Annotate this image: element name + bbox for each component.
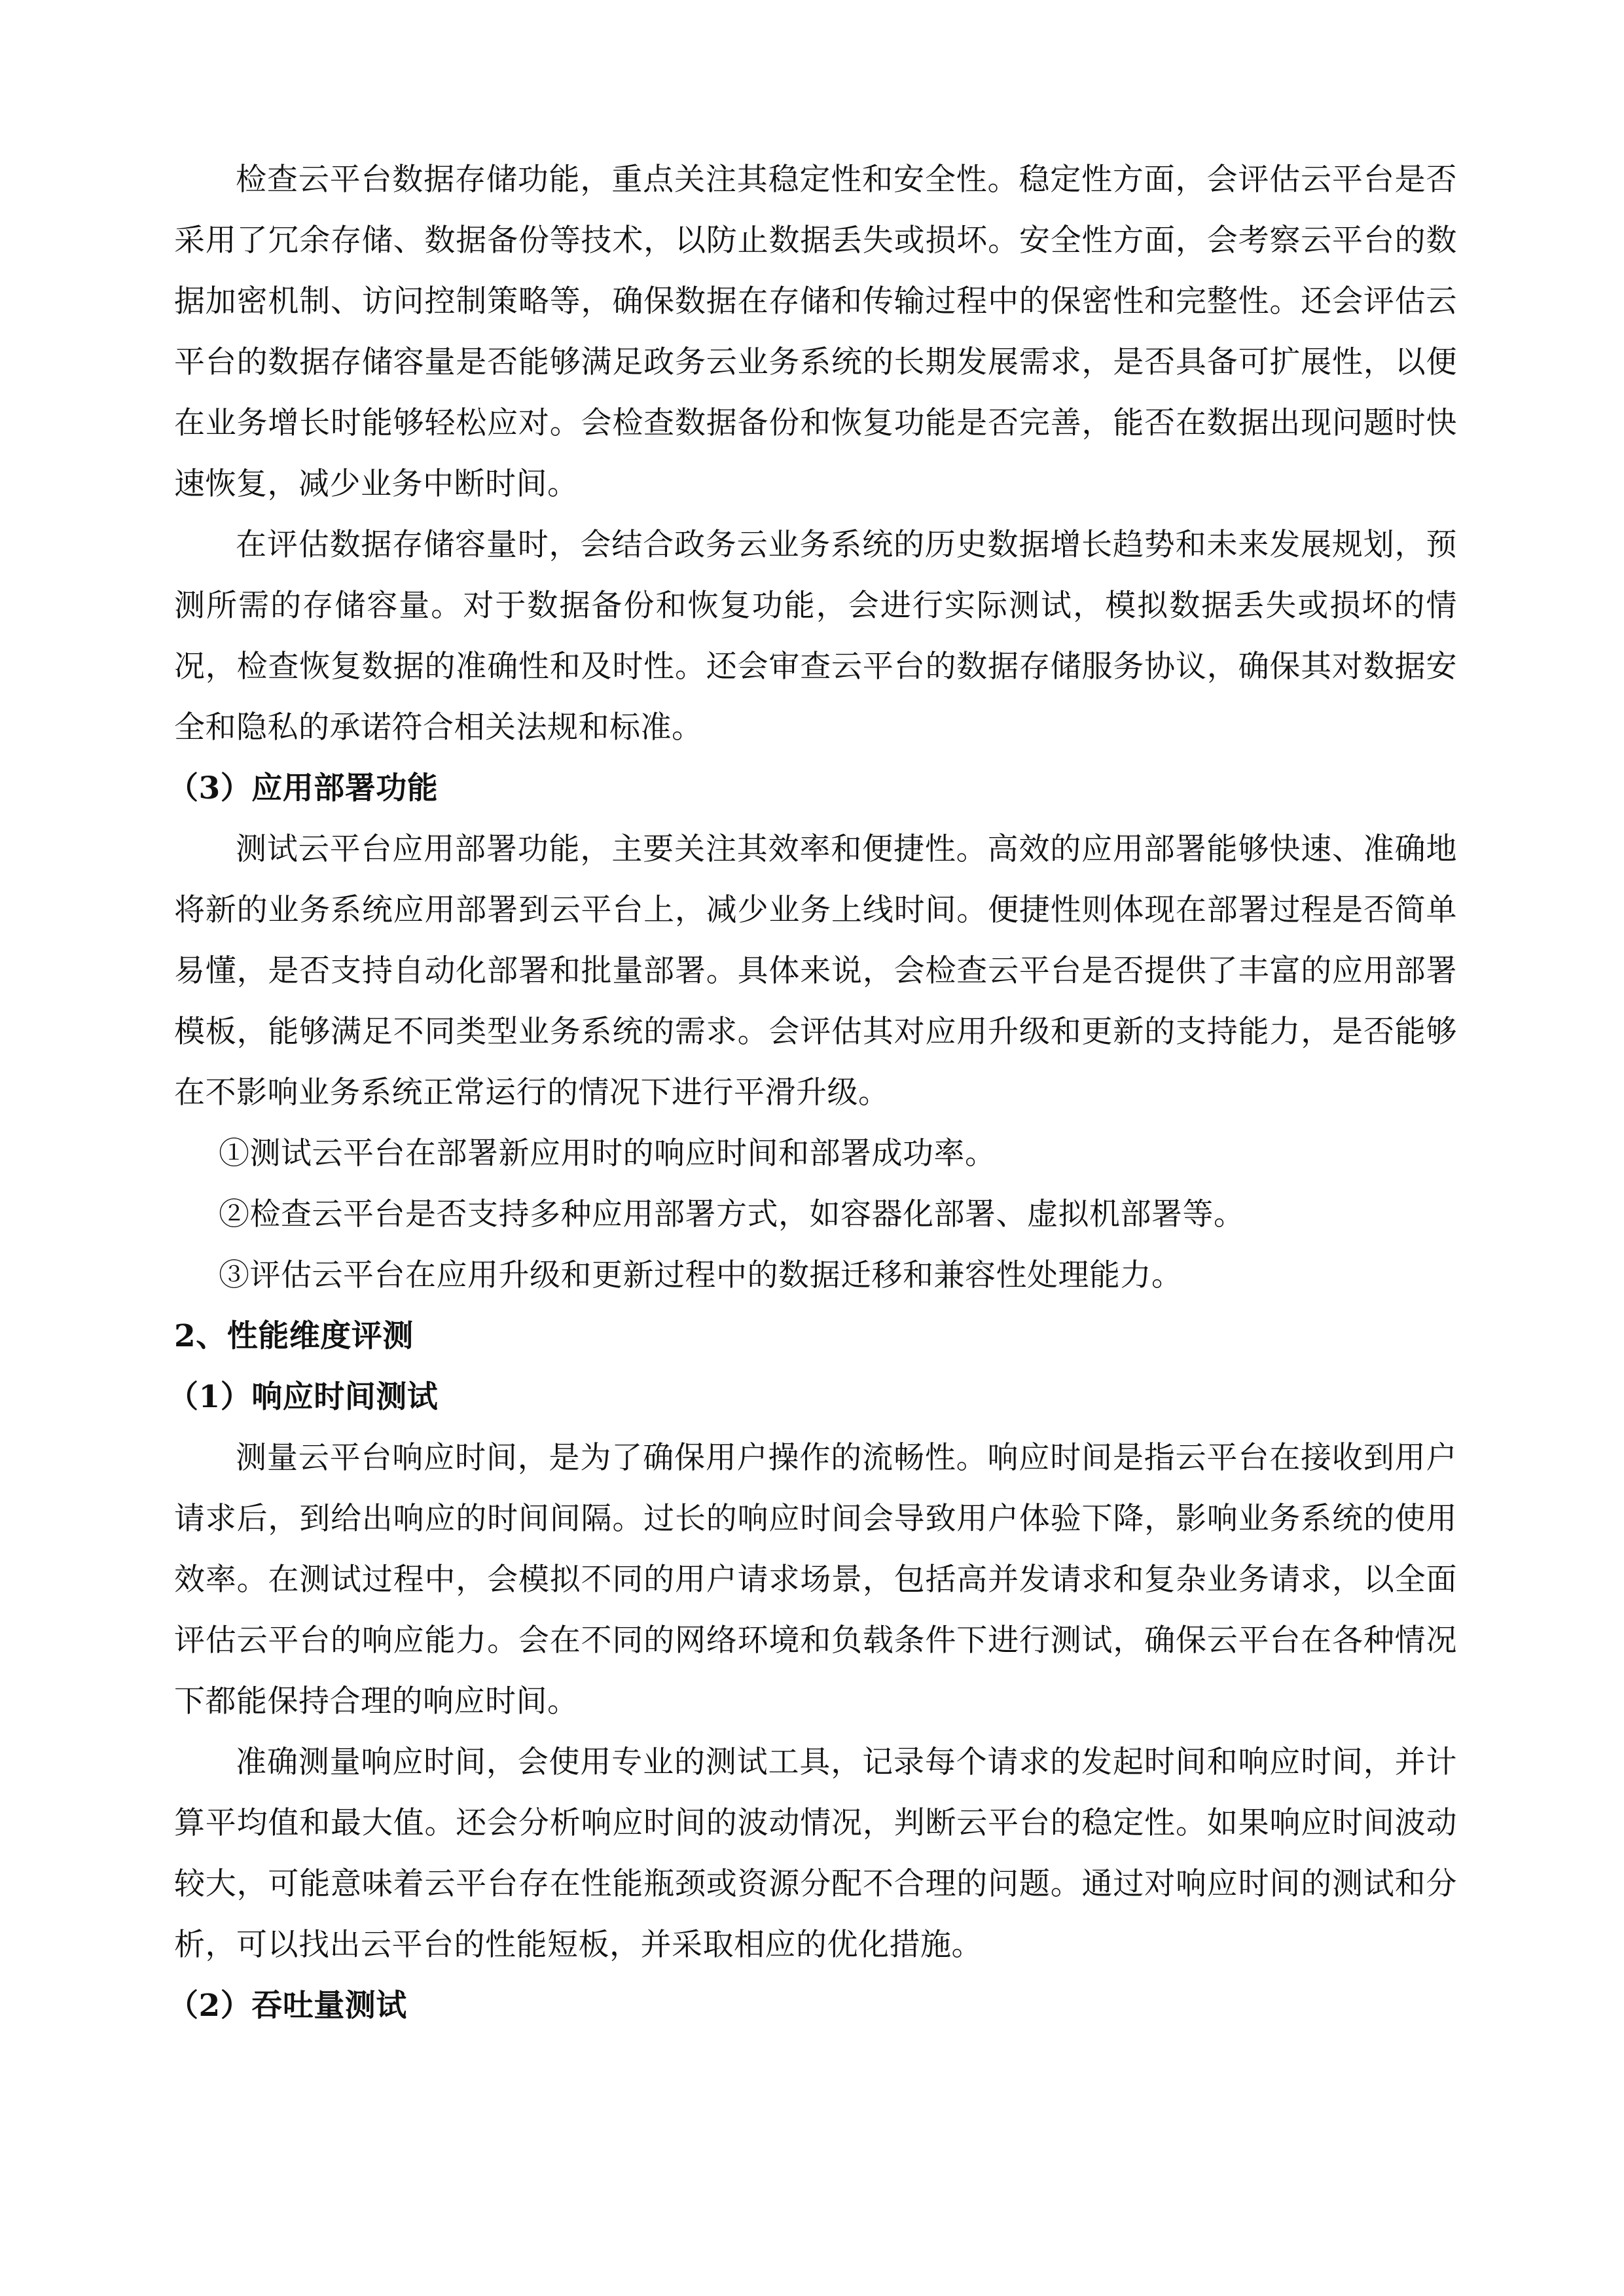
paragraph-storage-overview: 检查云平台数据存储功能，重点关注其稳定性和安全性。稳定性方面，会评估云平台是否采用了冗余存储、数据备份等技术，以防止数据丢失或损坏。安全性方面，会考察云平台的数据加密机制、访问控制策略等，确保数据在存储和传输过程中的保密性和完整性。还会评估云平台的数据存储容量是否能够满足政务云业务系统的长期发展需求，是否具备可扩展性，以便在业务增长时能够轻松应对。会检查数据备份和恢复功能是否完善，能否在数据出现问题时快速恢复，减少业务中断时间。 <box>174 162 1457 502</box>
paragraph-storage-capacity: 在评估数据存储容量时，会结合政务云业务系统的历史数据增长趋势和未来发展规划，预测所需的存储容量。对于数据备份和恢复功能，会进行实际测试，模拟数据丢失或损坏的情况，检查恢复数据的准确性和及时性。还会审查云平台的数据存储服务协议，确保其对数据安全和隐私的承诺符合相关法规和标准。 <box>174 527 1457 745</box>
list-item: ②检查云平台是否支持多种应用部署方式，如容器化部署、虚拟机部署等。 <box>219 1196 1245 1232</box>
heading-performance-evaluation: 2、性能维度评测 <box>174 1318 414 1354</box>
heading-throughput-test: （2）吞吐量测试 <box>168 1988 407 2024</box>
list-item: ①测试云平台在部署新应用时的响应时间和部署成功率。 <box>219 1136 996 1172</box>
list-item: ③评估云平台在应用升级和更新过程中的数据迁移和兼容性处理能力。 <box>219 1257 1183 1293</box>
paragraph-response-time-method: 准确测量响应时间，会使用专业的测试工具，记录每个请求的发起时间和响应时间，并计算平均值和最大值。还会分析响应时间的波动情况，判断云平台的稳定性。如果响应时间波动较大，可能意味着云平台存在性能瓶颈或资源分配不合理的问题。通过对响应时间的测试和分析，可以找出云平台的性能短板，并采取相应的优化措施。 <box>174 1744 1457 1963</box>
document-body <box>168 149 1457 2036</box>
heading-response-time-test: （1）响应时间测试 <box>168 1379 439 1415</box>
paragraph-app-deployment: 测试云平台应用部署功能，主要关注其效率和便捷性。高效的应用部署能够快速、准确地将新的业务系统应用部署到云平台上，减少业务上线时间。便捷性则体现在部署过程是否简单易懂，是否支持自动化部署和批量部署。具体来说，会检查云平台是否提供了丰富的应用部署模板，能够满足不同类型业务系统的需求。会评估其对应用升级和更新的支持能力，是否能够在不影响业务系统正常运行的情况下进行平滑升级。 <box>174 831 1457 1111</box>
heading-app-deployment: （3）应用部署功能 <box>168 770 439 806</box>
paragraph-response-time-purpose: 测量云平台响应时间，是为了确保用户操作的流畅性。响应时间是指云平台在接收到用户请求后，到给出响应的时间间隔。过长的响应时间会导致用户体验下降，影响业务系统的使用效率。在测试过程中，会模拟不同的用户请求场景，包括高并发请求和复杂业务请求，以全面评估云平台的响应能力。会在不同的网络环境和负载条件下进行测试，确保云平台在各种情况下都能保持合理的响应时间。 <box>174 1440 1457 1719</box>
